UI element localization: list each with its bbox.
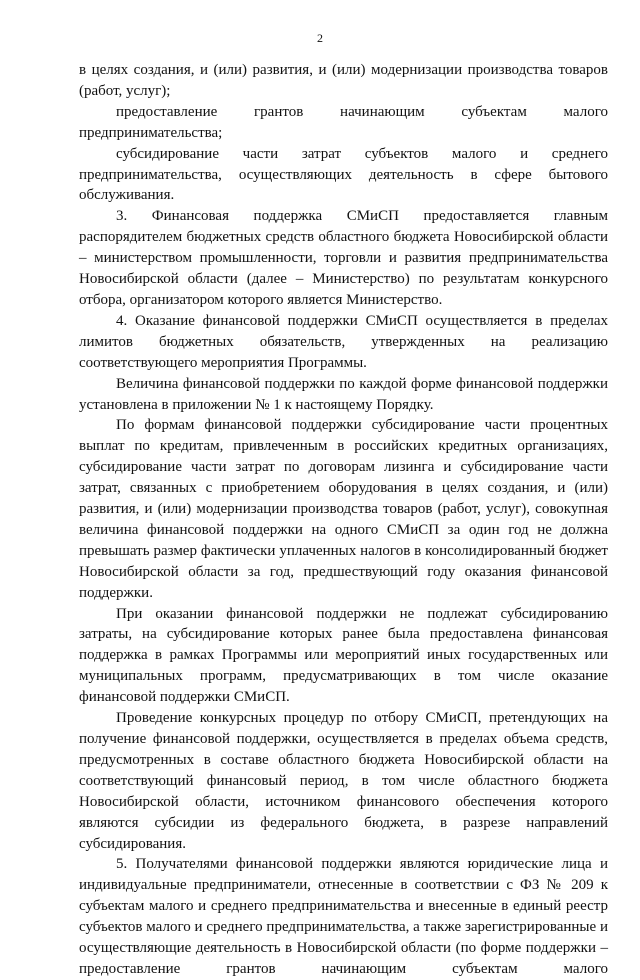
paragraph: 5. Получателями финансовой поддержки являются юридические лица и индивидуальные предприниматели, отнесенные в соответствии с ФЗ № 209 к субъектам малого и среднего предпринимательства и внесенные в единый реестр субъектов малого и среднего предпринимательства, а также зарегистрированные и осуществляющие деятельность в Новосибирской области (по форме поддержки – предоставление грантов начинающим субъектам малого (79, 856, 608, 977)
paragraph: Проведение конкурсных процедур по отбору СМиСП, претендующих на получение финансовой поддержки, осуществляется в пределах объема средств, предусмотренных в составе областного бюджета Новосибирской области на соответствующий финансовый период, в том числе областного бюджета Новосибирской области, источником финансового обеспечения которого являются субсидии из федерального бюджета, в разрезе направлений субсидирования. (79, 710, 608, 852)
document-body (79, 60, 608, 980)
paragraph: Величина финансовой поддержки по каждой форме финансовой поддержки установлена в приложении № 1 к настоящему Порядку. (79, 375, 608, 413)
paragraph: субсидирование части затрат субъектов малого и среднего предпринимательства, осуществляющих деятельность в сфере бытового обслуживания. (79, 145, 608, 204)
paragraph: По формам финансовой поддержки субсидирование части процентных выплат по кредитам, привлеченным в российских кредитных организациях, субсидирование части затрат по договорам лизинга и субсидирование части затрат, связанных с приобретением оборудования в целях создания, и (или) развития, и (или) модернизации производства товаров (работ, услуг), совокупная величина финансовой поддержки на одного СМиСП за один год не должна превышать размер фактически уплаченных налогов в консолидированный бюджет Новосибирской области за год, предшествующий году оказания финансовой поддержки. (79, 417, 608, 601)
page-number: 2 (317, 31, 323, 45)
paragraph: 4. Оказание финансовой поддержки СМиСП осуществляется в пределах лимитов бюджетных обязательств, утвержденных на реализацию соответствующего мероприятия Программы. (79, 312, 608, 371)
paragraph: в целях создания, и (или) развития, и (или) модернизации производства товаров (работ, услуг); (79, 62, 608, 99)
paragraph: При оказании финансовой поддержки не подлежат субсидированию затраты, на субсидирование которых ранее была предоставлена финансовая поддержка в рамках Программы или мероприятий иных государственных или муниципальных программ, предусматривающих в том числе оказание финансовой поддержки СМиСП. (79, 605, 608, 706)
paragraph: предоставление грантов начинающим субъектам малого предпринимательства; (79, 103, 608, 141)
paragraph: 3. Финансовая поддержка СМиСП предоставляется главным распорядителем бюджетных средств областного бюджета Новосибирской области – министерством промышленности, торговли и развития предпринимательства Новосибирской области (далее – Министерство) по результатам конкурсного отбора, организатором которого является Министерство. (79, 208, 608, 308)
